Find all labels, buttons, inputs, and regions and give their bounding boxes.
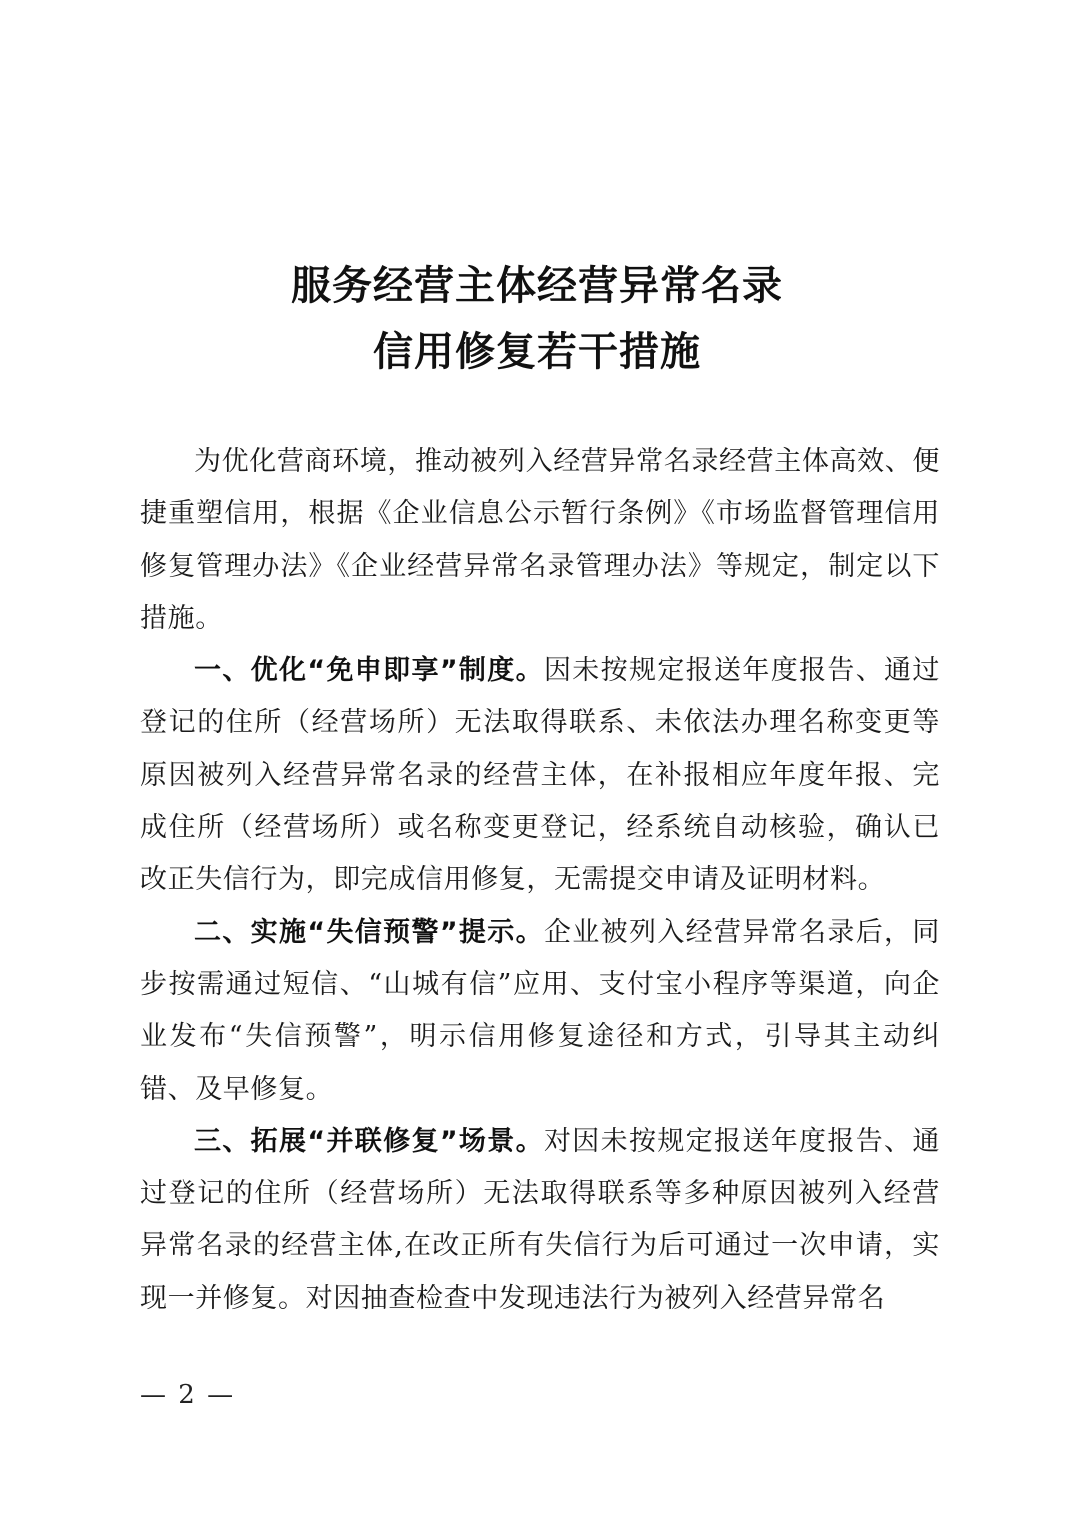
paragraph-measure-2 (140, 907, 940, 1116)
paragraph-text: 企业被列入经营异常名录后，同步按需通过短信、“山城有信”应用、支付宝小程序等渠道，向企业发布“失信预警”，明示信用修复途径和方式，引导其主动纠错、及早修复。 (140, 916, 941, 1105)
measure-heading: 二、实施“失信预警”提示。 (194, 916, 544, 948)
document-title-line-1: 服务经营主体经营异常名录 (291, 263, 783, 309)
document-title-line-2: 信用修复若干措施 (373, 329, 701, 375)
paragraph-text: 对因未按规定报送年度报告、通过登记的住所（经营场所）无法取得联系等多种原因被列入经营异常名录的经营主体,在改正所有失信行为后可通过一次申请，实现一并修复。对因抽查检查中发现违法行为被列入经营异常名 (140, 1125, 941, 1314)
page-number: — 2 — (140, 1380, 236, 1410)
measure-heading: 一、优化“免申即享”制度。 (194, 655, 544, 687)
paragraph-measure-1 (140, 645, 940, 906)
document-body (140, 436, 940, 1325)
paragraph-text: 为优化营商环境，推动被列入经营异常名录经营主体高效、便捷重塑信用，根据《企业信息公示暂行条例》《市场监督管理信用修复管理办法》《企业经营异常名录管理办法》等规定，制定以下措施。 (140, 446, 940, 634)
paragraph-text: 因未按规定报送年度报告、通过登记的住所（经营场所）无法取得联系、未依法办理名称变更等原因被列入经营异常名录的经营主体，在补报相应年度年报、完成住所（经营场所）或名称变更登记，经系统自动核验，确认已改正失信行为，即完成信用修复，无需提交申请及证明材料。 (140, 655, 941, 896)
paragraph-intro (140, 436, 940, 645)
paragraph-measure-3 (140, 1116, 940, 1325)
measure-heading: 三、拓展“并联修复”场景。 (194, 1125, 544, 1157)
